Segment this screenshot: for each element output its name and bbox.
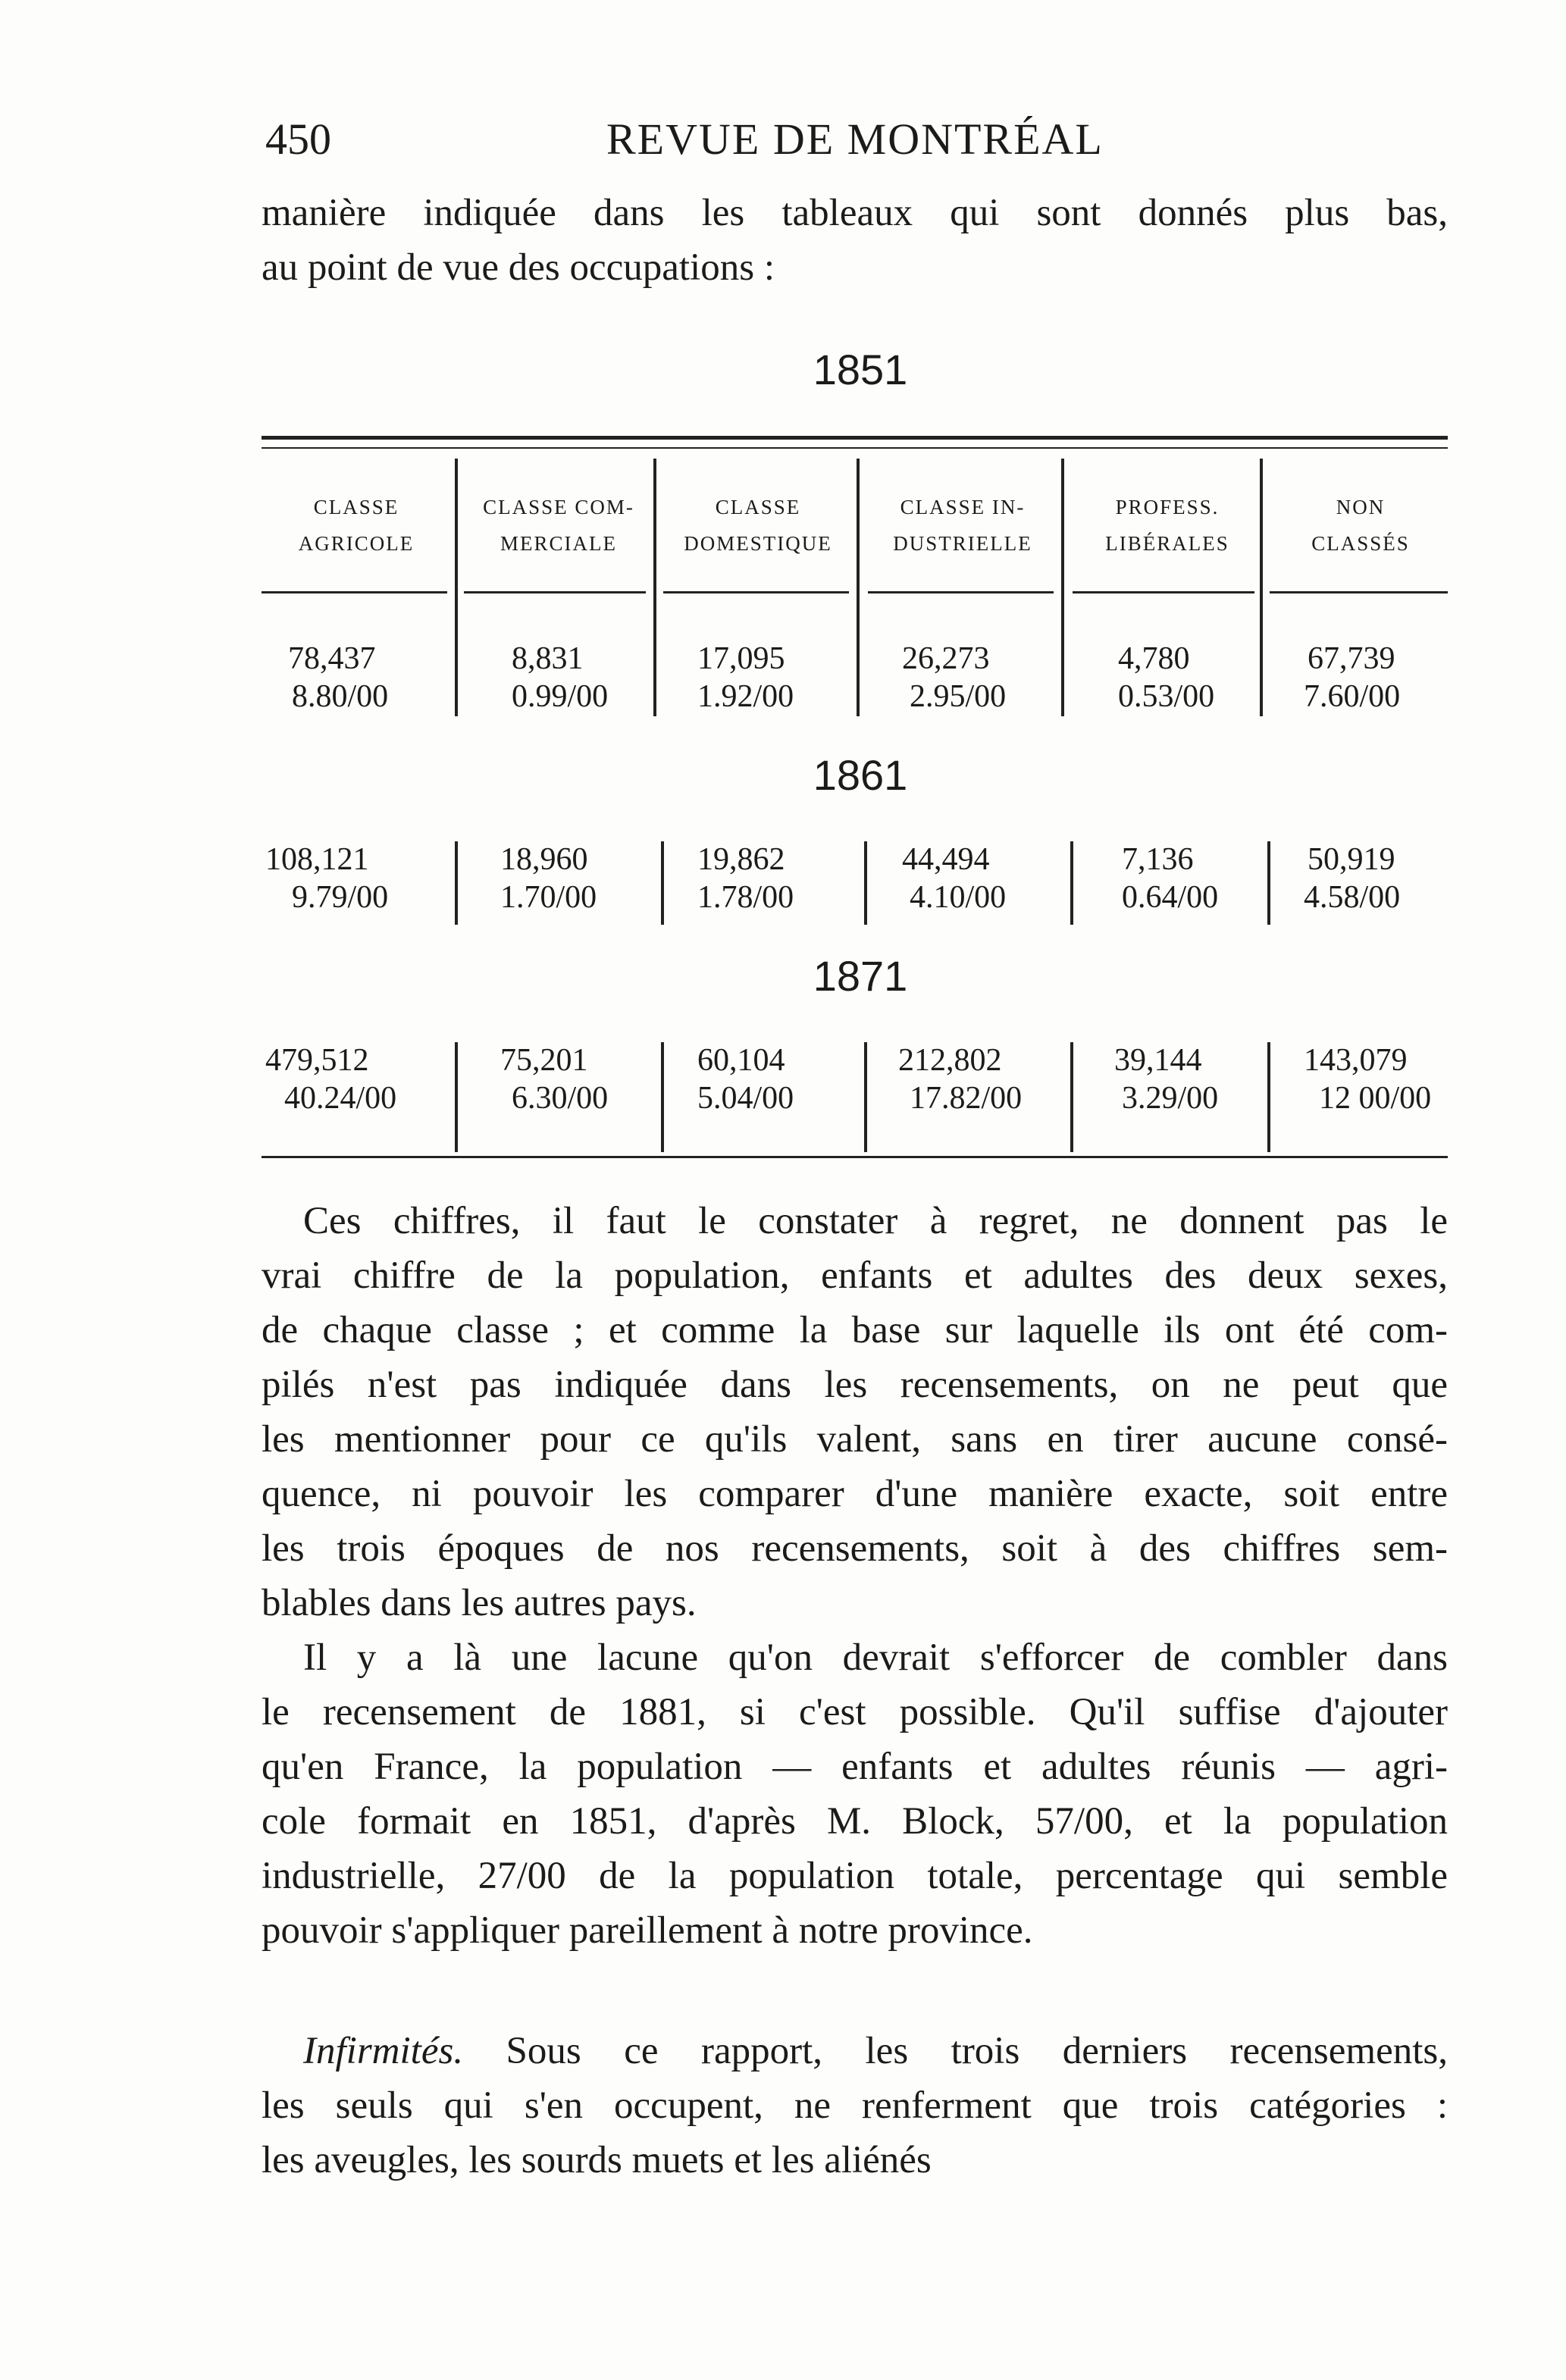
header-underline	[1270, 591, 1448, 593]
cell-count: 60,104	[697, 1043, 785, 1078]
column-divider	[1260, 459, 1263, 716]
column-divider	[1267, 841, 1270, 925]
cell-rate: 6.30/00	[512, 1081, 609, 1116]
paragraph-line: qu'en France, la population — enfants et adultes réunis — agri-	[262, 1746, 1448, 1788]
cell-count: 108,121	[265, 842, 369, 877]
year-heading-1861: 1861	[813, 751, 908, 799]
cell-count: 39,144	[1114, 1043, 1202, 1078]
year-heading-1851: 1851	[813, 346, 908, 393]
header-underline	[868, 591, 1054, 593]
cell-count: 67,739	[1308, 641, 1395, 676]
paragraph-line: les seuls qui s'en occupent, ne renferment que trois catégories :	[262, 2084, 1448, 2127]
cell-rate: 8.80/00	[292, 679, 389, 714]
column-divider	[455, 459, 458, 716]
cell-rate: 0.99/00	[512, 679, 609, 714]
cell-count: 26,273	[902, 641, 990, 676]
cell-rate: 1.92/00	[697, 679, 794, 714]
cell-count: 50,919	[1308, 842, 1395, 877]
header-underline	[464, 591, 646, 593]
running-title: REVUE DE MONTRÉAL	[606, 114, 1104, 164]
col-head-industrielle: CLASSE IN- DUSTRIELLE	[893, 496, 1032, 555]
cell-count: 8,831	[512, 641, 584, 676]
paragraph-line: les aveugles, les sourds muets et les aliénés	[262, 2139, 932, 2181]
page-number: 450	[265, 114, 331, 164]
section-lead: Infirmités.	[303, 2030, 464, 2072]
column-divider	[1070, 841, 1073, 925]
infirmites-paragraph	[262, 2024, 1448, 2187]
column-divider	[1267, 1042, 1270, 1152]
column-divider	[455, 841, 458, 925]
paragraph-line: cole formait en 1851, d'après M. Block, 57/00, et la population	[262, 1800, 1448, 1843]
column-divider	[661, 1042, 664, 1152]
cell-rate: 12 00/00	[1319, 1081, 1432, 1116]
col-head-agricole: CLASSE AGRICOLE	[298, 496, 415, 555]
year-heading-1871: 1871	[813, 952, 908, 1000]
col-head-liberales: PROFESS. LIBÉRALES	[1105, 496, 1229, 555]
col-head-commerciale: CLASSE COM- MERCIALE	[483, 496, 634, 555]
cell-count: 19,862	[697, 842, 785, 877]
column-divider	[1061, 459, 1064, 716]
paragraph-line: quence, ni pouvoir les comparer d'une manière exacte, soit entre	[262, 1473, 1448, 1515]
header-underline	[262, 591, 447, 593]
cell-rate: 1.78/00	[697, 880, 794, 915]
cell-count: 18,960	[500, 842, 588, 877]
cell-rate: 17.82/00	[910, 1081, 1023, 1116]
column-divider	[653, 459, 656, 716]
paragraph-line: pouvoir s'appliquer pareillement à notre province.	[262, 1909, 1033, 1952]
cell-count: 75,201	[500, 1043, 588, 1078]
cell-count: 212,802	[898, 1043, 1002, 1078]
column-divider	[1070, 1042, 1073, 1152]
cell-count: 4,780	[1118, 641, 1190, 676]
column-divider	[864, 841, 867, 925]
column-divider	[857, 459, 860, 716]
cell-count: 44,494	[902, 842, 990, 877]
cell-count: 78,437	[288, 641, 376, 676]
paragraph-line: vrai chiffre de la population, enfants et adultes des deux sexes,	[262, 1254, 1448, 1297]
table-top-rule-thin	[262, 447, 1448, 449]
cell-count: 17,095	[697, 641, 785, 676]
cell-rate: 1.70/00	[500, 880, 597, 915]
table-top-rule	[262, 436, 1448, 440]
column-divider	[661, 841, 664, 925]
cell-rate: 40.24/00	[284, 1081, 397, 1116]
intro-line: au point de vue des occupations :	[262, 246, 775, 289]
cell-rate: 4.10/00	[910, 880, 1007, 915]
paragraph-line: de chaque classe ; et comme la base sur laquelle ils ont été com-	[262, 1309, 1448, 1351]
paragraph-line	[262, 2024, 1448, 2078]
paragraph-line: pilés n'est pas indiquée dans les recensements, on ne peut que	[262, 1364, 1448, 1406]
cell-count: 143,079	[1304, 1043, 1408, 1078]
header-underline	[663, 591, 849, 593]
col-head-non-classes: NON CLASSÉS	[1311, 496, 1410, 555]
intro-text	[262, 186, 1448, 295]
paragraph-line: Il y a là une lacune qu'on devrait s'efforcer de combler dans	[303, 1636, 1448, 1679]
cell-rate: 2.95/00	[910, 679, 1007, 714]
cell-rate: 4.58/00	[1304, 880, 1401, 915]
body-text	[262, 1194, 1448, 1958]
col-head-domestique: CLASSE DOMESTIQUE	[684, 496, 832, 555]
paragraph-line: Ces chiffres, il faut le constater à regret, ne donnent pas le	[303, 1200, 1448, 1242]
table-bottom-rule	[262, 1156, 1448, 1158]
column-divider	[864, 1042, 867, 1152]
paragraph-line: le recensement de 1881, si c'est possible. Qu'il suffise d'ajouter	[262, 1691, 1448, 1733]
column-divider	[455, 1042, 458, 1152]
paragraph-line: les trois époques de nos recensements, soit à des chiffres sem-	[262, 1527, 1448, 1570]
cell-rate: 9.79/00	[292, 880, 389, 915]
cell-rate: 0.53/00	[1118, 679, 1215, 714]
paragraph-line: industrielle, 27/00 de la population totale, percentage qui semble	[262, 1855, 1448, 1897]
cell-rate: 3.29/00	[1122, 1081, 1219, 1116]
intro-line: manière indiquée dans les tableaux qui sont donnés plus bas,	[262, 192, 1448, 234]
cell-count: 7,136	[1122, 842, 1194, 877]
cell-count: 479,512	[265, 1043, 369, 1078]
paragraph-line: les mentionner pour ce qu'ils valent, sans en tirer aucune consé-	[262, 1418, 1448, 1461]
cell-rate: 7.60/00	[1304, 679, 1401, 714]
cell-rate: 5.04/00	[697, 1081, 794, 1116]
paragraph-line-rest: Sous ce rapport, les trois derniers recensements,	[463, 2030, 1448, 2072]
paragraph-line: blables dans les autres pays.	[262, 1582, 697, 1624]
header-underline	[1073, 591, 1254, 593]
cell-rate: 0.64/00	[1122, 880, 1219, 915]
page-header	[265, 114, 1448, 167]
